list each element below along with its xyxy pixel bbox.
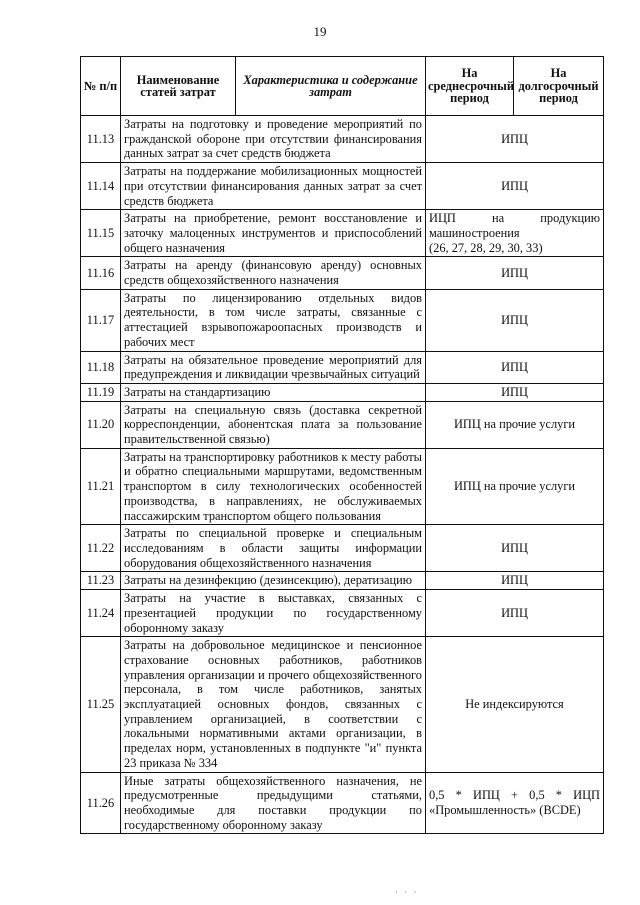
row-description: Затраты на приобретение, ремонт восстановление и заточку малоценных инструментов и приспособлений общего назначения [121, 210, 426, 257]
row-description: Затраты на специальную связь (доставка секретной корреспонденции, абонентская плата за пользование правительственной связью) [121, 401, 426, 448]
table-row [81, 772, 604, 834]
row-num: 11.21 [81, 448, 121, 525]
row-index-line: 0,5 * ИПЦ + 0,5 * ИЦП [429, 788, 600, 803]
header-name: Наименование статей затрат [121, 57, 236, 116]
row-index-line: ИЦП на продукцию [429, 211, 600, 226]
table-row [81, 401, 604, 448]
row-index: ИПЦ [426, 289, 604, 351]
row-num: 11.13 [81, 116, 121, 163]
row-index-line: «Промышленность» (BCDE) [429, 802, 581, 817]
table-row [81, 525, 604, 572]
table-row [81, 572, 604, 590]
row-description: Затраты на транспортировку работников к месту работы и обратно специальными маршрутами, ведомственным транспортом в силу технологических особенностей производства, в направлениях, не обслуживаемых пассажирским транспортом общего пользования [121, 448, 426, 525]
row-num: 11.25 [81, 637, 121, 772]
row-index: ИПЦ [426, 383, 604, 401]
table-row [81, 116, 604, 163]
row-index [426, 210, 604, 257]
row-index [426, 772, 604, 834]
row-index-line: машиностроения [429, 225, 520, 240]
row-index: ИПЦ [426, 572, 604, 590]
row-num: 11.15 [81, 210, 121, 257]
row-description: Затраты по специальной проверке и специальным исследованиям в области защиты информации оборудования общехозяйственного назначения [121, 525, 426, 572]
table-row [81, 257, 604, 289]
row-num: 11.26 [81, 772, 121, 834]
table-row [81, 163, 604, 210]
table-row [81, 383, 604, 401]
table-row [81, 289, 604, 351]
row-num: 11.17 [81, 289, 121, 351]
row-num: 11.23 [81, 572, 121, 590]
row-description: Затраты по лицензированию отдельных видов деятельности, в том числе затраты, связанные с аттестацией взрывопожароопасных производств и рабочих мест [121, 289, 426, 351]
row-num: 11.22 [81, 525, 121, 572]
header-num: № п/п [81, 57, 121, 116]
table-row [81, 210, 604, 257]
row-num: 11.16 [81, 257, 121, 289]
row-index: ИПЦ [426, 257, 604, 289]
row-num: 11.24 [81, 590, 121, 637]
table-row [81, 351, 604, 383]
row-index: ИПЦ [426, 163, 604, 210]
row-num: 11.14 [81, 163, 121, 210]
row-index: ИПЦ [426, 525, 604, 572]
row-index: ИПЦ [426, 590, 604, 637]
row-description: Затраты на обязательное проведение мероприятий для предупреждения и ликвидации чрезвычайных ситуаций [121, 351, 426, 383]
row-index: ИПЦ на прочие услуги [426, 448, 604, 525]
header-description: Характеристика и содержание затрат [236, 57, 426, 116]
table-header-row [81, 57, 604, 116]
row-description: Иные затраты общехозяйственного назначения, не предусмотренные предыдущими статьями, необходимые для поставки продукции по государственному оборонному заказу [121, 772, 426, 834]
row-index: ИПЦ [426, 116, 604, 163]
page-number: 19 [313, 24, 327, 39]
row-index: ИПЦ [426, 351, 604, 383]
table-row [81, 448, 604, 525]
row-description: Затраты на поддержание мобилизационных мощностей при отсутствии финансирования данных затрат за счет средств бюджета [121, 163, 426, 210]
row-description: Затраты на подготовку и проведение мероприятий по гражданской обороне при отсутствии финансирования данных затрат за счет средств бюджета [121, 116, 426, 163]
row-description: Затраты на дезинфекцию (дезинсекцию), дератизацию [121, 572, 426, 590]
row-num: 11.18 [81, 351, 121, 383]
table-row [81, 637, 604, 772]
row-description: Затраты на участие в выставках, связанных с презентацией продукции по государственному оборонному заказу [121, 590, 426, 637]
table-row [81, 590, 604, 637]
row-description: Затраты на добровольное медицинское и пенсионное страхование основных работников, работников управления организации и прочего общехозяйственного персонала, в том числе работников, занятых эксплуатацией основных фондов, связанных с управлением организацией, в соответствии с локальными нормативными актами организации, в пределах норм, установленных в подпункте "и" пункта 23 приказа № 334 [121, 637, 426, 772]
row-num: 11.19 [81, 383, 121, 401]
cost-items-table [80, 56, 604, 834]
row-description: Затраты на аренду (финансовую аренду) основных средств общехозяйственного назначения [121, 257, 426, 289]
row-index: ИПЦ на прочие услуги [426, 401, 604, 448]
header-mid-term: На среднесрочный период [426, 57, 514, 116]
row-num: 11.20 [81, 401, 121, 448]
row-index-line: (26, 27, 28, 29, 30, 33) [429, 240, 543, 255]
row-description: Затраты на стандартизацию [121, 383, 426, 401]
scan-artifact: · · · [395, 887, 419, 897]
header-long-term: На долгосрочный период [514, 57, 604, 116]
row-index: Не индексируются [426, 637, 604, 772]
